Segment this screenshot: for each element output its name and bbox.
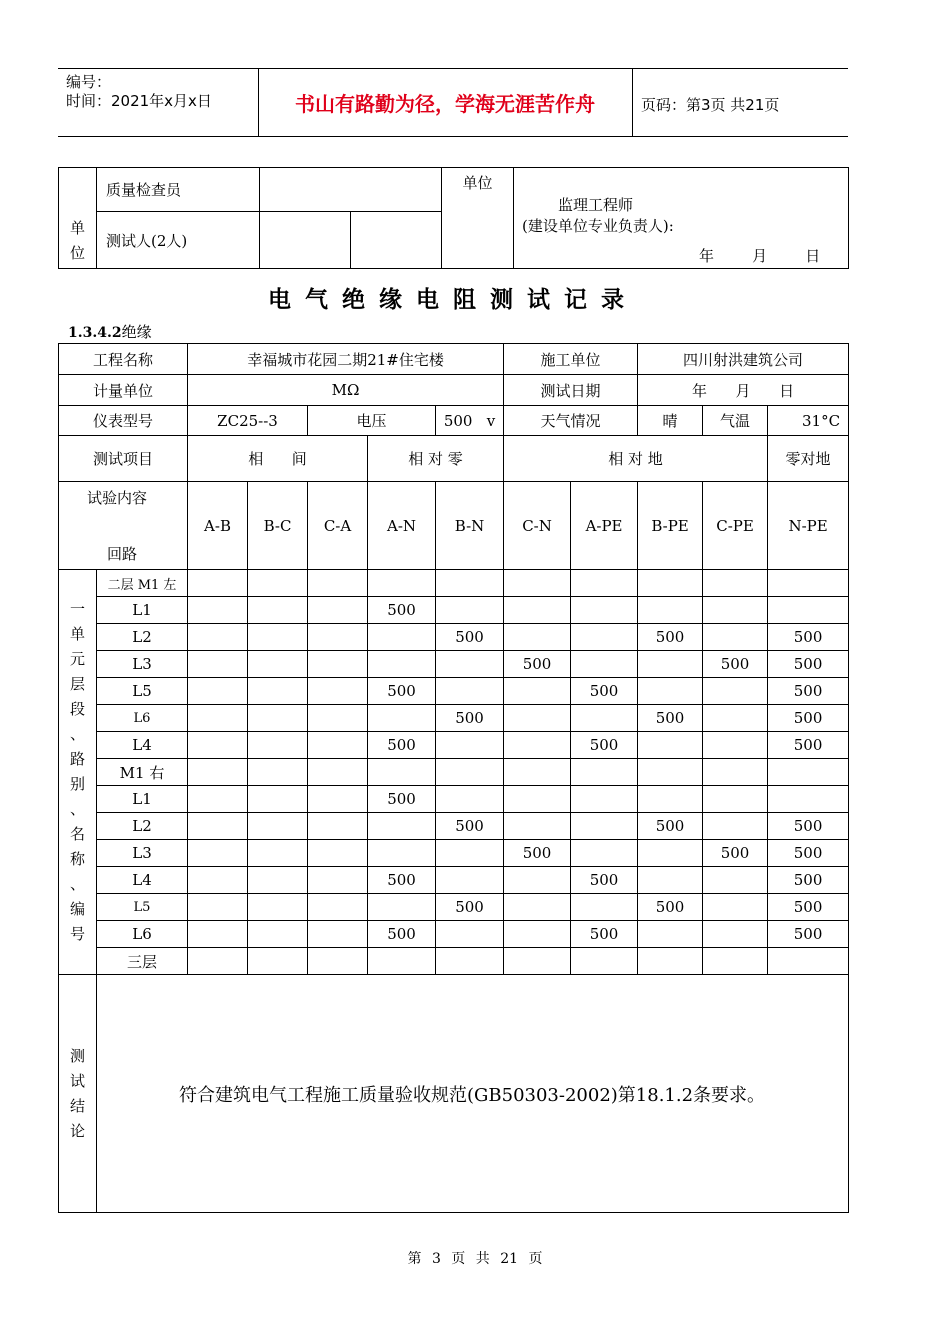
- resistance-cell[interactable]: [571, 597, 638, 624]
- meter-model-label: 仪表型号: [59, 406, 188, 436]
- resistance-cell[interactable]: [436, 867, 504, 894]
- resistance-cell[interactable]: [248, 597, 308, 624]
- circuit-name: L6: [97, 921, 188, 948]
- resistance-cell[interactable]: [436, 759, 504, 786]
- resistance-cell[interactable]: [504, 894, 571, 921]
- resistance-cell[interactable]: [571, 705, 638, 732]
- resistance-cell[interactable]: [188, 894, 248, 921]
- resistance-cell[interactable]: [638, 867, 703, 894]
- resistance-cell[interactable]: 500: [768, 867, 849, 894]
- resistance-cell[interactable]: [188, 624, 248, 651]
- resistance-cell[interactable]: 500: [703, 651, 768, 678]
- sign-date: 年 月 日: [699, 247, 821, 265]
- circuit-name: M1 右: [97, 759, 188, 786]
- resistance-cell[interactable]: [308, 651, 368, 678]
- table-row: [59, 786, 849, 813]
- resistance-cell[interactable]: [436, 921, 504, 948]
- resistance-cell[interactable]: 500: [368, 678, 436, 705]
- resistance-cell[interactable]: [436, 570, 504, 597]
- resistance-cell[interactable]: 500: [768, 894, 849, 921]
- table-row: [59, 948, 849, 975]
- phase-to-neutral-header: 相 对 零: [368, 436, 504, 482]
- resistance-cell[interactable]: [308, 759, 368, 786]
- column-header: N-PE: [768, 482, 849, 570]
- resistance-cell[interactable]: [368, 705, 436, 732]
- conclusion-text: 符合建筑电气工程施工质量验收规范(GB50303-2002)第18.1.2条要求。: [97, 975, 849, 1213]
- owner-rep-label: (建设单位专业负责人):: [522, 217, 674, 235]
- resistance-cell[interactable]: [188, 597, 248, 624]
- resistance-cell[interactable]: [703, 705, 768, 732]
- circuit-name: L5: [97, 678, 188, 705]
- phase-to-phase-header: 相 间: [188, 436, 368, 482]
- resistance-cell[interactable]: [768, 759, 849, 786]
- resistance-cell[interactable]: [436, 651, 504, 678]
- resistance-cell[interactable]: [248, 651, 308, 678]
- section-name: 绝缘: [121, 323, 152, 341]
- column-header: A-B: [188, 482, 248, 570]
- resistance-cell[interactable]: [504, 570, 571, 597]
- resistance-cell[interactable]: 500: [638, 894, 703, 921]
- resistance-cell[interactable]: 500: [571, 678, 638, 705]
- document-number: 编号：: [66, 73, 112, 91]
- resistance-cell[interactable]: [248, 624, 308, 651]
- signature-table: [58, 167, 849, 269]
- resistance-cell[interactable]: [368, 624, 436, 651]
- table-row: [59, 921, 849, 948]
- resistance-cell[interactable]: 500: [436, 624, 504, 651]
- resistance-cell[interactable]: [368, 813, 436, 840]
- resistance-cell[interactable]: [436, 597, 504, 624]
- resistance-cell[interactable]: 500: [436, 894, 504, 921]
- resistance-cell[interactable]: [368, 840, 436, 867]
- resistance-cell[interactable]: [308, 894, 368, 921]
- circuit-name: L1: [97, 786, 188, 813]
- meter-model-value: ZC25--3: [188, 406, 308, 436]
- resistance-cell[interactable]: 500: [571, 867, 638, 894]
- supervisor-cell[interactable]: [514, 168, 849, 269]
- unit-side-label: 单 位: [59, 168, 97, 269]
- resistance-cell[interactable]: [188, 732, 248, 759]
- resistance-cell[interactable]: 500: [768, 678, 849, 705]
- resistance-cell[interactable]: 500: [368, 867, 436, 894]
- resistance-cell[interactable]: [571, 840, 638, 867]
- resistance-cell[interactable]: [248, 921, 308, 948]
- circuit-name: L2: [97, 813, 188, 840]
- resistance-cell[interactable]: [308, 678, 368, 705]
- column-header: B-PE: [638, 482, 703, 570]
- resistance-cell[interactable]: [368, 759, 436, 786]
- resistance-cell[interactable]: [308, 948, 368, 975]
- circuit-name: 三层: [97, 948, 188, 975]
- resistance-cell[interactable]: [768, 570, 849, 597]
- resistance-cell[interactable]: 500: [571, 921, 638, 948]
- resistance-cell[interactable]: [248, 948, 308, 975]
- circuit-name: L4: [97, 867, 188, 894]
- table-row: [59, 678, 849, 705]
- column-header: A-PE: [571, 482, 638, 570]
- resistance-cell[interactable]: [188, 921, 248, 948]
- phase-to-ground-header: 相 对 地: [504, 436, 768, 482]
- resistance-cell[interactable]: [571, 786, 638, 813]
- voltage-label: 电压: [308, 406, 436, 436]
- resistance-cell[interactable]: [248, 813, 308, 840]
- resistance-cell[interactable]: [248, 732, 308, 759]
- quality-inspector-sign-cell[interactable]: [260, 168, 442, 212]
- insulation-record-table: [58, 343, 849, 1213]
- resistance-cell[interactable]: [638, 948, 703, 975]
- resistance-cell[interactable]: 500: [768, 921, 849, 948]
- document-time: 时间：2021年x月x日: [66, 92, 212, 110]
- test-date-label: 测试日期: [504, 375, 638, 406]
- resistance-cell[interactable]: [308, 813, 368, 840]
- circuit-name: L1: [97, 597, 188, 624]
- contractor-label: 施工单位: [504, 344, 638, 375]
- resistance-cell[interactable]: [308, 840, 368, 867]
- resistance-cell[interactable]: [504, 705, 571, 732]
- resistance-cell[interactable]: [368, 948, 436, 975]
- weather-label: 天气情况: [504, 406, 638, 436]
- table-row: [59, 759, 849, 786]
- table-row: [59, 732, 849, 759]
- resistance-cell[interactable]: [768, 786, 849, 813]
- resistance-cell[interactable]: 500: [638, 705, 703, 732]
- weather-value: 晴: [638, 406, 703, 436]
- resistance-cell[interactable]: [248, 678, 308, 705]
- resistance-cell[interactable]: 500: [368, 597, 436, 624]
- resistance-cell[interactable]: [638, 597, 703, 624]
- resistance-cell[interactable]: [248, 759, 308, 786]
- resistance-cell[interactable]: [248, 867, 308, 894]
- resistance-cell[interactable]: [248, 786, 308, 813]
- resistance-cell[interactable]: [188, 813, 248, 840]
- resistance-cell[interactable]: [571, 624, 638, 651]
- resistance-cell[interactable]: 500: [768, 624, 849, 651]
- resistance-cell[interactable]: 500: [368, 786, 436, 813]
- column-header: C-N: [504, 482, 571, 570]
- circuit-name: L2: [97, 624, 188, 651]
- resistance-cell[interactable]: [436, 678, 504, 705]
- resistance-cell[interactable]: [638, 840, 703, 867]
- resistance-cell[interactable]: [504, 732, 571, 759]
- resistance-cell[interactable]: [188, 840, 248, 867]
- resistance-cell[interactable]: [504, 813, 571, 840]
- resistance-cell[interactable]: [504, 597, 571, 624]
- resistance-cell[interactable]: 500: [368, 732, 436, 759]
- resistance-cell[interactable]: 500: [768, 813, 849, 840]
- resistance-cell[interactable]: [571, 948, 638, 975]
- resistance-cell[interactable]: 500: [504, 651, 571, 678]
- resistance-cell[interactable]: [248, 840, 308, 867]
- tester-label: 测试人(2人): [97, 212, 260, 269]
- conclusion-row: [59, 975, 849, 1213]
- resistance-cell[interactable]: [638, 732, 703, 759]
- resistance-cell[interactable]: [188, 651, 248, 678]
- resistance-cell[interactable]: 500: [768, 651, 849, 678]
- page-footer: 第 3 页 共 21 页: [407, 1251, 543, 1267]
- circuit-label: 回路: [107, 545, 138, 563]
- resistance-cell[interactable]: 500: [768, 705, 849, 732]
- content-circuit-header: [59, 482, 188, 570]
- measure-unit-label: 计量单位: [59, 375, 188, 406]
- resistance-cell[interactable]: [504, 921, 571, 948]
- resistance-cell[interactable]: [703, 867, 768, 894]
- resistance-cell[interactable]: 500: [436, 813, 504, 840]
- resistance-cell[interactable]: [308, 597, 368, 624]
- quality-inspector-label: 质量检查员: [97, 168, 260, 212]
- column-header: A-N: [368, 482, 436, 570]
- resistance-cell[interactable]: [188, 570, 248, 597]
- resistance-cell[interactable]: [768, 948, 849, 975]
- resistance-cell[interactable]: [703, 894, 768, 921]
- resistance-cell[interactable]: [703, 948, 768, 975]
- circuit-name: L3: [97, 840, 188, 867]
- resistance-cell[interactable]: [703, 732, 768, 759]
- resistance-cell[interactable]: [308, 867, 368, 894]
- circuit-side-label: 一 单 元 层 段 、 路 别 、 名 称 、 编 号: [59, 570, 97, 975]
- temperature-label: 气温: [703, 406, 768, 436]
- resistance-cell[interactable]: [308, 786, 368, 813]
- resistance-cell[interactable]: [188, 786, 248, 813]
- resistance-cell[interactable]: [436, 840, 504, 867]
- resistance-cell[interactable]: 500: [571, 732, 638, 759]
- resistance-cell[interactable]: [703, 570, 768, 597]
- resistance-cell[interactable]: 500: [436, 705, 504, 732]
- resistance-cell[interactable]: [504, 786, 571, 813]
- resistance-cell[interactable]: [571, 651, 638, 678]
- table-row: [59, 597, 849, 624]
- resistance-cell[interactable]: [571, 894, 638, 921]
- page-indicator: 页码：第3页 共21页: [641, 96, 780, 114]
- measure-unit-value: MΩ: [188, 375, 504, 406]
- resistance-cell[interactable]: [571, 759, 638, 786]
- resistance-cell[interactable]: [768, 597, 849, 624]
- table-row: [59, 624, 849, 651]
- circuit-name: L4: [97, 732, 188, 759]
- resistance-cell[interactable]: [248, 570, 308, 597]
- supervisor-label: 监理工程师: [558, 196, 634, 214]
- resistance-cell[interactable]: 500: [768, 840, 849, 867]
- resistance-cell[interactable]: [703, 678, 768, 705]
- resistance-cell[interactable]: [188, 948, 248, 975]
- table-row: [59, 705, 849, 732]
- resistance-cell[interactable]: [188, 867, 248, 894]
- table-row: [59, 813, 849, 840]
- tester-sign-cell-2[interactable]: [351, 212, 442, 269]
- section-heading: [68, 321, 152, 342]
- circuit-name: 二层 M1 左: [97, 570, 188, 597]
- resistance-cell[interactable]: [638, 570, 703, 597]
- resistance-cell[interactable]: [703, 921, 768, 948]
- resistance-cell[interactable]: [571, 813, 638, 840]
- resistance-cell[interactable]: [188, 705, 248, 732]
- resistance-cell[interactable]: [504, 678, 571, 705]
- section-number: 1.3.4.2: [68, 325, 122, 341]
- resistance-cell[interactable]: [703, 624, 768, 651]
- resistance-cell[interactable]: [436, 948, 504, 975]
- temperature-value: 31°C: [768, 406, 849, 436]
- resistance-cell[interactable]: [436, 732, 504, 759]
- column-header: C-A: [308, 482, 368, 570]
- project-name-label: 工程名称: [59, 344, 188, 375]
- resistance-cell[interactable]: [308, 921, 368, 948]
- tester-sign-cell-1[interactable]: [260, 212, 351, 269]
- resistance-cell[interactable]: [504, 867, 571, 894]
- column-header: B-N: [436, 482, 504, 570]
- page-title: 电气绝缘电阻测试记录: [268, 287, 638, 313]
- resistance-cell[interactable]: [504, 759, 571, 786]
- resistance-cell[interactable]: 500: [703, 840, 768, 867]
- resistance-cell[interactable]: [638, 651, 703, 678]
- test-item-label: 测试项目: [59, 436, 188, 482]
- resistance-cell[interactable]: [638, 786, 703, 813]
- resistance-cell[interactable]: 500: [368, 921, 436, 948]
- resistance-cell[interactable]: [703, 786, 768, 813]
- resistance-cell[interactable]: [436, 786, 504, 813]
- resistance-cell[interactable]: [308, 624, 368, 651]
- circuit-name: L5: [97, 894, 188, 921]
- resistance-cell[interactable]: [638, 759, 703, 786]
- resistance-cell[interactable]: [308, 732, 368, 759]
- contractor-value: 四川射洪建筑公司: [638, 344, 849, 375]
- circuit-name: L6: [97, 705, 188, 732]
- resistance-cell[interactable]: [368, 651, 436, 678]
- resistance-cell[interactable]: 500: [638, 624, 703, 651]
- resistance-cell[interactable]: [188, 678, 248, 705]
- table-row: [59, 570, 849, 597]
- resistance-cell[interactable]: [703, 759, 768, 786]
- table-row: [59, 840, 849, 867]
- header-bottom-rule: [58, 136, 848, 137]
- test-content-label: 试验内容: [87, 489, 148, 507]
- column-header: B-C: [248, 482, 308, 570]
- resistance-cell[interactable]: [368, 570, 436, 597]
- table-row: [59, 651, 849, 678]
- circuit-name: L3: [97, 651, 188, 678]
- resistance-cell[interactable]: [248, 894, 308, 921]
- resistance-cell[interactable]: [368, 894, 436, 921]
- motto: 书山有路勤为径，学海无涯苦作舟: [295, 91, 595, 116]
- resistance-cell[interactable]: [188, 759, 248, 786]
- resistance-cell[interactable]: [248, 705, 308, 732]
- test-date-value: 年 月 日: [638, 375, 849, 406]
- resistance-cell[interactable]: [308, 570, 368, 597]
- unit-label: 单位: [442, 168, 514, 269]
- resistance-cell[interactable]: [504, 624, 571, 651]
- resistance-cell[interactable]: [571, 570, 638, 597]
- resistance-cell[interactable]: [638, 921, 703, 948]
- table-row: [59, 894, 849, 921]
- header-divider: [632, 68, 633, 136]
- table-row: [59, 867, 849, 894]
- project-name-value: 幸福城市花园二期21#住宅楼: [188, 344, 504, 375]
- voltage-value: 500 v: [436, 406, 504, 436]
- neutral-to-ground-header: 零对地: [768, 436, 849, 482]
- resistance-cell[interactable]: 500: [504, 840, 571, 867]
- resistance-cell[interactable]: 500: [638, 813, 703, 840]
- resistance-cell[interactable]: [504, 948, 571, 975]
- resistance-cell[interactable]: [703, 813, 768, 840]
- conclusion-label: 测 试 结 论: [59, 975, 97, 1213]
- column-header: C-PE: [703, 482, 768, 570]
- resistance-cell[interactable]: [308, 705, 368, 732]
- resistance-cell[interactable]: 500: [768, 732, 849, 759]
- resistance-cell[interactable]: [703, 597, 768, 624]
- resistance-cell[interactable]: [638, 678, 703, 705]
